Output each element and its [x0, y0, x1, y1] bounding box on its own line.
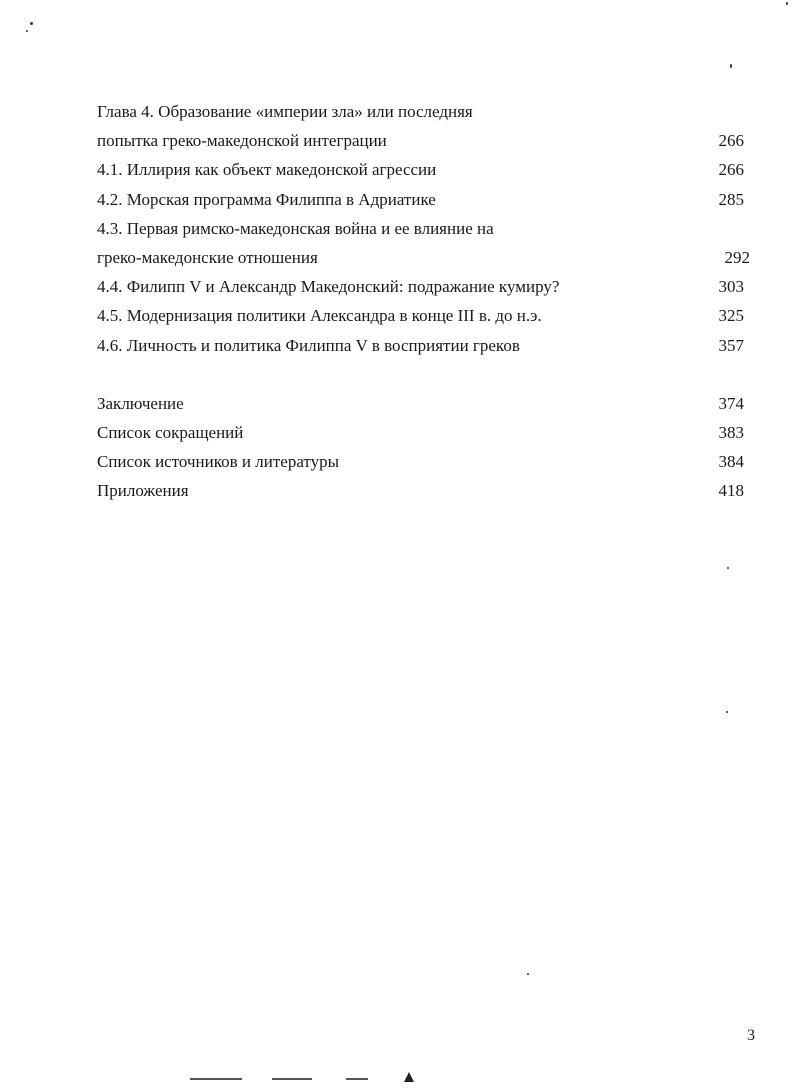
toc-chapter4-heading-line2	[97, 126, 747, 155]
scan-speck	[727, 567, 729, 569]
toc-entry-page: 266	[718, 131, 744, 151]
toc-entry-title: греко-македонские отношения	[97, 247, 318, 267]
toc-entry-appendices	[97, 476, 747, 505]
toc-entry-title: попытка греко-македонской интеграции	[97, 131, 387, 151]
toc-entry-abbreviations	[97, 418, 747, 447]
scan-speck	[786, 2, 788, 5]
toc-entry-title: Заключение	[97, 393, 184, 413]
toc-entry-title: 4.6. Личность и политика Филиппа V в восприятии греков	[97, 335, 520, 355]
scan-edge-mark	[272, 1078, 312, 1080]
toc-entry-4-1	[97, 155, 747, 184]
toc-entry-4-6	[97, 331, 747, 360]
toc-entry-title: 4.1. Иллирия как объект македонской агрессии	[97, 160, 437, 180]
scan-speck	[527, 973, 529, 975]
table-of-contents	[97, 97, 750, 506]
toc-entry-4-4	[97, 272, 747, 301]
toc-entry-title: Глава 4. Образование «империи зла» или последняя	[97, 102, 473, 121]
toc-spacer	[97, 360, 747, 389]
toc-entry-title: 4.5. Модернизация политики Александра в конце III в. до н.э.	[97, 306, 542, 326]
toc-entry-title: Список источников и литературы	[97, 452, 340, 472]
scan-speck	[26, 30, 28, 32]
scan-speck	[730, 64, 732, 68]
toc-entry-page: 374	[718, 393, 744, 413]
toc-entry-page: 418	[718, 481, 744, 501]
scan-edge-mark	[346, 1078, 368, 1080]
scan-edge-mark	[190, 1078, 242, 1080]
toc-entry-page: 325	[718, 306, 744, 326]
toc-entry-page: 285	[718, 189, 744, 209]
scan-speck	[726, 711, 728, 713]
toc-entry-page: 383	[718, 423, 744, 443]
toc-entry-4-3-line1	[97, 214, 747, 243]
toc-entry-page: 266	[718, 160, 744, 180]
page-number: 3	[747, 1027, 755, 1044]
toc-entry-title: 4.3. Первая римско-македонская война и ее влияние на	[97, 218, 494, 238]
toc-entry-page: 357	[718, 335, 744, 355]
toc-entry-4-2	[97, 185, 747, 214]
toc-entry-page: 384	[718, 452, 744, 472]
toc-chapter4-heading-line1	[97, 97, 747, 126]
toc-entry-title: 4.4. Филипп V и Александр Македонский: подражание кумиру?	[97, 277, 560, 297]
toc-entry-page: 292	[724, 247, 750, 267]
toc-entry-title: Приложения	[97, 481, 189, 501]
toc-entry-bibliography	[97, 447, 747, 476]
toc-entry-4-3-line2	[97, 243, 750, 272]
toc-entry-page: 303	[718, 277, 744, 297]
toc-entry-conclusion	[97, 389, 747, 418]
scan-speck	[30, 22, 33, 25]
toc-entry-title: 4.2. Морская программа Филиппа в Адриатике	[97, 189, 436, 209]
toc-entry-4-5	[97, 301, 747, 330]
scan-edge-mark	[404, 1072, 414, 1082]
toc-entry-title: Список сокращений	[97, 423, 244, 443]
